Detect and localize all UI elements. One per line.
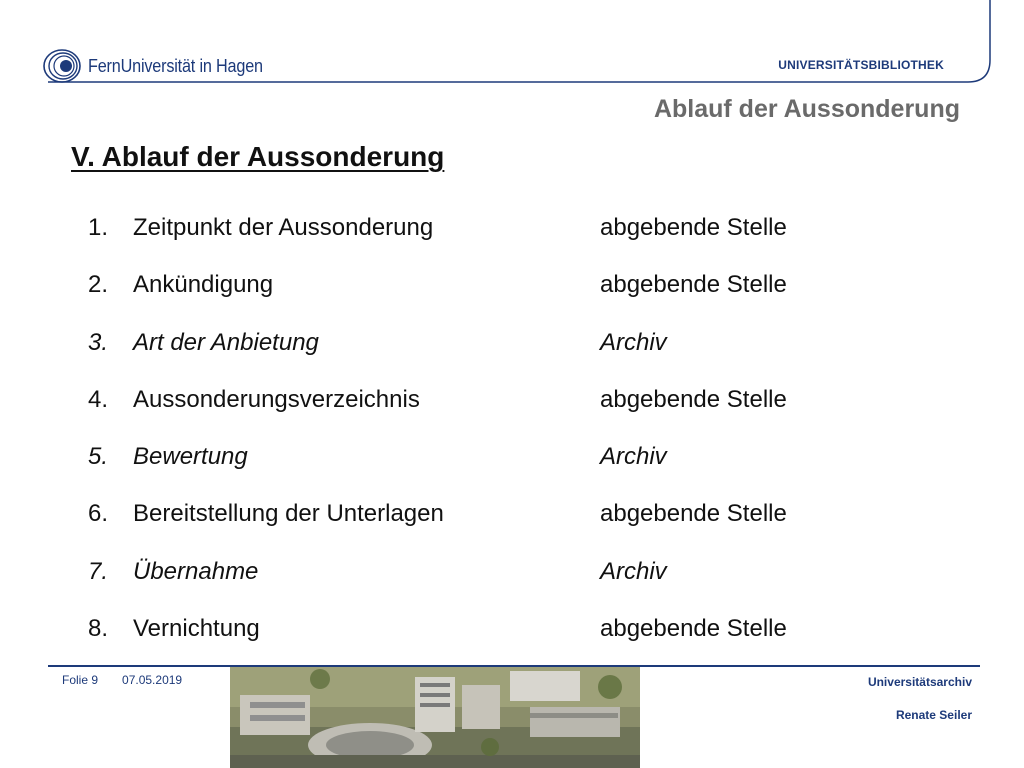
- slide-number: Folie 9: [62, 673, 99, 687]
- step-label: Vernichtung: [133, 615, 260, 643]
- step-responsible: Archiv: [600, 557, 667, 585]
- step-label: Bereitstellung der Unterlagen: [133, 500, 444, 528]
- campus-photo: [230, 667, 640, 768]
- page-title: V. Ablauf der Aussonderung: [71, 141, 445, 172]
- footer-meta: [62, 673, 182, 687]
- section-title: Ablauf der Aussonderung: [653, 95, 960, 123]
- fernuni-logo-icon: [42, 48, 82, 84]
- step-label: Bewertung: [133, 443, 248, 471]
- logo-text: FernUniversität in Hagen: [88, 55, 263, 76]
- step-responsible: abgebende Stelle: [600, 615, 787, 643]
- step-responsible: abgebende Stelle: [600, 271, 787, 299]
- step-responsible: abgebende Stelle: [600, 214, 787, 241]
- step-label: Aussonderungsverzeichnis: [133, 385, 420, 413]
- step-label: Übernahme: [133, 557, 259, 585]
- university-logo: [42, 48, 282, 84]
- step-number: 7.: [88, 557, 109, 585]
- step-number: 1.: [88, 214, 109, 241]
- step-number: 8.: [88, 615, 109, 643]
- step-responsible: abgebende Stelle: [600, 500, 787, 528]
- step-responsible: Archiv: [600, 328, 667, 356]
- footer-author: Renate Seiler: [895, 708, 972, 722]
- step-label: Zeitpunkt der Aussonderung: [133, 214, 434, 241]
- step-label: Ankündigung: [133, 271, 274, 299]
- slide-date: 07.05.2019: [122, 673, 183, 687]
- step-number: 3.: [88, 328, 109, 356]
- step-number: 2.: [88, 271, 109, 299]
- footer-department: Universitätsarchiv: [867, 675, 972, 689]
- library-label: UNIVERSITÄTSBIBLIOTHEK: [778, 58, 944, 72]
- step-responsible: Archiv: [600, 443, 667, 471]
- step-number: 4.: [88, 385, 109, 413]
- step-number: 6.: [88, 500, 109, 528]
- step-label: Art der Anbietung: [133, 328, 319, 356]
- step-number: 5.: [88, 443, 109, 471]
- step-responsible: abgebende Stelle: [600, 385, 787, 413]
